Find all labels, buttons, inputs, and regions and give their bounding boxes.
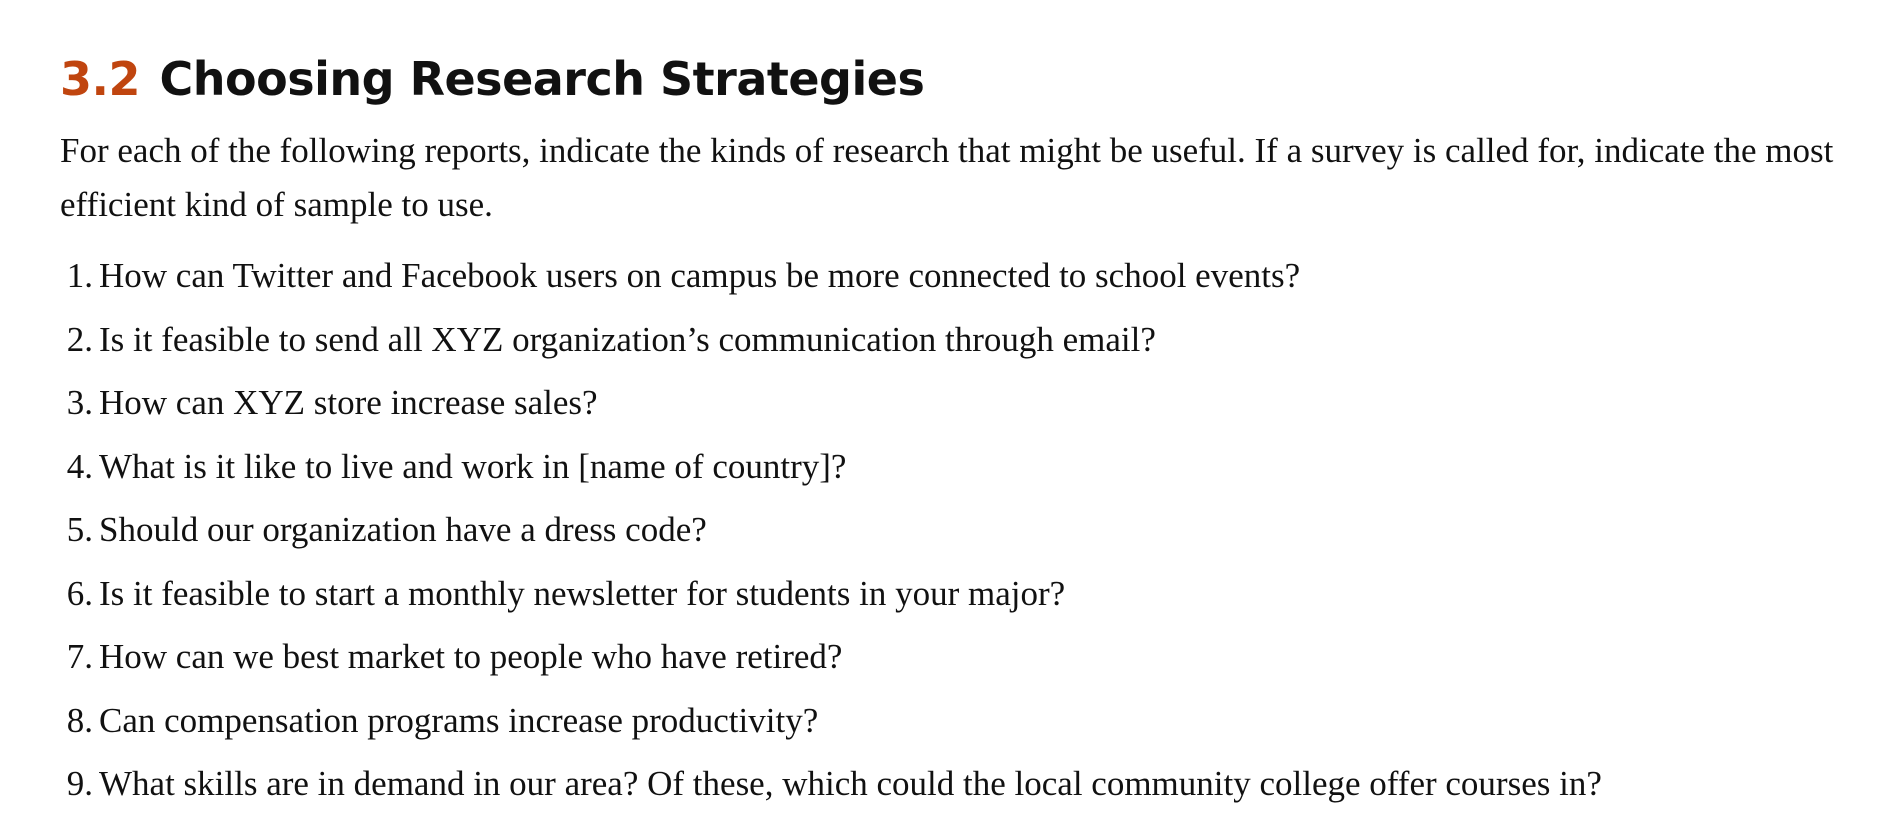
question-number: 4. [66,446,93,486]
list-item [60,371,1880,435]
question-number: 6. [66,573,93,613]
section-heading [60,48,1880,110]
question-text: Is it feasible to start a monthly newsletter for students in your major? [99,573,1066,613]
question-list [60,244,1880,816]
question-number: 3. [66,383,93,422]
question-text: What skills are in demand in our area? Of these, which could the local community college offer courses in? [99,764,1602,803]
list-item [60,435,1880,499]
question-number: 8. [66,700,93,740]
list-item [60,308,1880,372]
question-number: 5. [66,510,93,549]
question-number: 9. [66,764,93,803]
list-item [60,625,1880,689]
list-item [60,244,1880,308]
section-title: Choosing Research Strategies [159,52,925,106]
list-item [60,752,1880,816]
list-item [60,689,1880,753]
question-number: 2. [66,319,93,359]
section-number: 3.2 [60,52,140,106]
question-number: 1. [66,256,93,295]
instructions-paragraph: For each of the following reports, indicate the kinds of research that might be useful. If a survey is called for, indicate the most efficient kind of sample to use. [60,131,1834,224]
question-text: What is it like to live and work in [name of country]? [99,446,847,486]
question-text: Can compensation programs increase productivity? [99,700,819,740]
question-number: 7. [66,637,93,676]
question-text: How can XYZ store increase sales? [99,383,598,422]
list-item [60,562,1880,626]
question-text: How can we best market to people who have retired? [99,637,843,676]
exercise-page [60,48,1880,816]
question-text: Should our organization have a dress code? [99,510,707,549]
list-item [60,498,1880,562]
question-text: How can Twitter and Facebook users on campus be more connected to school events? [99,256,1301,295]
question-text: Is it feasible to send all XYZ organization’s communication through email? [99,319,1156,359]
